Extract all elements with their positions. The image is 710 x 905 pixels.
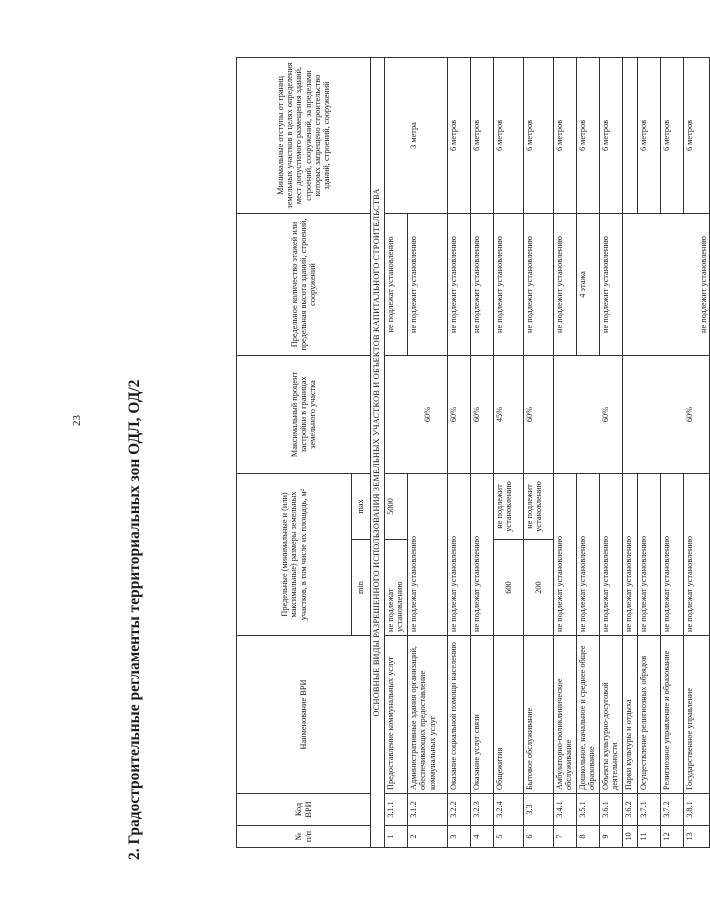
header-floors: Предельное количество этажей или предельная высота зданий, строений, сооружений: [237, 213, 371, 355]
row-setback: 6 метров: [471, 57, 494, 213]
regulations-table-container: [236, 58, 708, 848]
row-min: не подлежат установлению: [661, 473, 684, 635]
row-code: 3.2.3: [471, 794, 494, 826]
row-min: не подлежат установлению: [638, 473, 661, 635]
row-max: не подлежит установлению: [494, 473, 524, 539]
row-name: Бытовое обслуживание: [524, 636, 554, 794]
row-setback: 6 метров: [661, 57, 684, 213]
row-name: Государственное управление: [684, 636, 710, 794]
table-row: [684, 57, 710, 847]
row-floors: не подлежат установлению: [385, 213, 408, 355]
row-min: не подлежат установлению: [385, 540, 408, 636]
row-floors: 4 этажа: [577, 213, 600, 355]
row-setback: 6 метров: [524, 57, 554, 213]
table-row: [661, 57, 684, 847]
row-floors: не подлежит установлению: [524, 213, 554, 355]
header-size: Предельные (минимальные и (или) максимальные) размеры земельных участков, в том числе их площадь, м²: [237, 473, 352, 635]
row-floors: не подлежит установлению: [471, 213, 494, 355]
row-name: Оказание услуг связи: [471, 636, 494, 794]
row-num: 10: [623, 826, 638, 848]
row-setback: 6 метров: [554, 57, 577, 213]
row-floors: [623, 213, 638, 355]
row-min: 600: [494, 540, 524, 636]
table-row: [554, 57, 577, 847]
row-percent: [638, 355, 661, 473]
row-num: 8: [577, 826, 600, 848]
header-percent: Максимальный процент застройки в границах земельного участка: [237, 355, 371, 473]
row-floors: не подлежит установлению: [448, 213, 471, 355]
row-percent: 60%: [408, 355, 448, 473]
table-row: [448, 57, 471, 847]
regulations-table: [236, 57, 710, 848]
row-code: 3.8.1: [684, 794, 710, 826]
row-percent: [577, 355, 600, 473]
table-row: [385, 57, 408, 847]
row-num: 13: [684, 826, 710, 848]
table-row: [408, 57, 448, 847]
row-num: 9: [600, 826, 623, 848]
row-setback: 6 метров: [577, 57, 600, 213]
table-row: [471, 57, 494, 847]
row-percent: 60%: [448, 355, 471, 473]
row-percent: 60%: [600, 355, 623, 473]
table-row: [600, 57, 623, 847]
row-min: не подлежат установлению: [623, 473, 638, 635]
row-min: не подлежат установлению: [471, 473, 494, 635]
row-setback: 6 метров: [684, 57, 710, 213]
row-code: 3.3: [524, 794, 554, 826]
row-setback: 6 метров: [600, 57, 623, 213]
row-name: Оказание социальной помощи населению: [448, 636, 471, 794]
row-code: 3.6.2: [623, 794, 638, 826]
row-setback: 3 метра: [408, 57, 448, 213]
row-code: 3.7.2: [661, 794, 684, 826]
row-percent: 45%: [494, 355, 524, 473]
row-max: не подлежит установлению: [524, 473, 554, 539]
header-size-max: max: [352, 473, 371, 539]
row-floors: не подлежит установлению: [494, 213, 524, 355]
row-floors: не подлежит установлению: [600, 213, 623, 355]
row-percent: [661, 355, 684, 473]
row-code: 3.1.1: [385, 794, 408, 826]
page-number: 23: [71, 415, 83, 426]
row-name: Предоставление коммунальных услуг: [385, 636, 408, 794]
row-percent: 60%: [684, 355, 710, 473]
row-num: 4: [471, 826, 494, 848]
header-setback: Минимальные отступы от границ земельных участков в целях определения мест допустимого размещения зданий, строений, сооружений, за пределами которых запрещено строительство зданий, строений, сооружений: [237, 57, 371, 213]
row-max: 5000: [385, 473, 408, 539]
row-min: не подлежат установлению: [577, 473, 600, 635]
row-min: не подлежат установлению: [600, 473, 623, 635]
table-row: [638, 57, 661, 847]
row-name: Объекты культурно-досуговой деятельности: [600, 636, 623, 794]
table-row: [494, 57, 524, 847]
row-setback: [385, 57, 408, 213]
row-percent: 60%: [524, 355, 554, 473]
row-floors: не подлежит установлению: [554, 213, 577, 355]
row-num: 1: [385, 826, 408, 848]
row-num: 3: [448, 826, 471, 848]
row-floors: [638, 213, 661, 355]
row-name: Дошкольное, начальное и среднее общее образование: [577, 636, 600, 794]
table-row: [577, 57, 600, 847]
header-num: № п/п: [237, 826, 371, 848]
row-code: 3.7.1: [638, 794, 661, 826]
row-num: 11: [638, 826, 661, 848]
row-percent: [623, 355, 638, 473]
row-percent: [554, 355, 577, 473]
section-title: ОСНОВНЫЕ ВИДЫ РАЗРЕШЕННОГО ИСПОЛЬЗОВАНИЯ ЗЕМЕЛЬНЫХ УЧАСТКОВ И ОБЪЕКТОВ КАПИТАЛЬНОГО СТРОИТЕЛЬСТВА: [371, 57, 385, 847]
row-setback: 6 метров: [494, 57, 524, 213]
row-setback: [623, 57, 638, 213]
row-name: Административные здания организаций, обеспечивающих предоставление коммунальных услуг: [408, 636, 448, 794]
row-code: 3.4.1: [554, 794, 577, 826]
document-title: 2. Градостроительные регламенты территориальных зон ОДЛ, ОД/2: [126, 379, 143, 860]
row-min: не подлежат установлению: [684, 473, 710, 635]
row-min: 200: [524, 540, 554, 636]
row-name: Амбулаторно-поликлиническое обслуживание: [554, 636, 577, 794]
row-name: Парки культуры и отдыха: [623, 636, 638, 794]
row-floors: не подлежит установлению: [408, 213, 448, 355]
row-percent: 60%: [471, 355, 494, 473]
row-floors: [661, 213, 684, 355]
row-num: 12: [661, 826, 684, 848]
row-code: 3.5.1: [577, 794, 600, 826]
row-num: 5: [494, 826, 524, 848]
row-name: Религиозное управление и образование: [661, 636, 684, 794]
table-row: [623, 57, 638, 847]
row-percent: [385, 355, 408, 473]
row-setback: 6 метров: [638, 57, 661, 213]
header-size-min: min: [352, 540, 371, 636]
row-code: 3.1.2: [408, 794, 448, 826]
row-floors: не подлежит установлению: [684, 213, 710, 355]
row-min: не подлежат установлению: [554, 473, 577, 635]
row-code: 3.6.1: [600, 794, 623, 826]
header-name: Наименование ВРИ: [237, 636, 371, 794]
row-num: 2: [408, 826, 448, 848]
row-min: не подлежат установлению: [408, 473, 448, 635]
row-name: Общежития: [494, 636, 524, 794]
row-name: Осуществление религиозных обрядов: [638, 636, 661, 794]
table-row: [524, 57, 554, 847]
row-code: 3.2.4: [494, 794, 524, 826]
row-code: 3.2.2: [448, 794, 471, 826]
row-num: 7: [554, 826, 577, 848]
row-num: 6: [524, 826, 554, 848]
header-code: Код ВРИ: [237, 794, 371, 826]
row-min: не подлежат установлению: [448, 473, 471, 635]
row-setback: 6 метров: [448, 57, 471, 213]
